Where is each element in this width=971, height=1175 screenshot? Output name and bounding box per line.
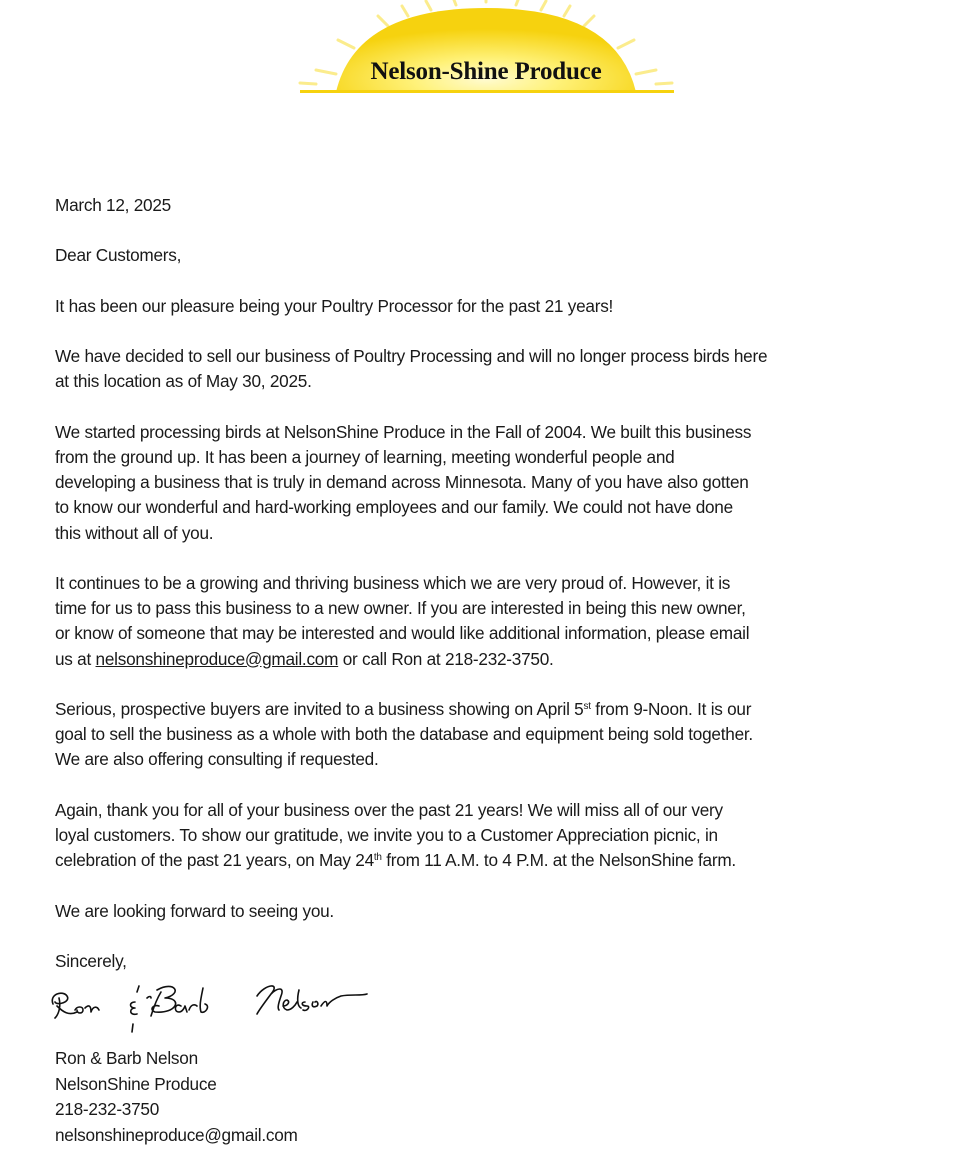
date-text: March 12, 2025 xyxy=(55,195,171,215)
paragraph-line: time for us to pass this business to a new owner. If you are interested in being this new owner, xyxy=(55,598,746,619)
salutation-text: Dear Customers, xyxy=(55,245,182,266)
letter-date xyxy=(55,193,935,218)
paragraph-line: goal to sell the business as a whole with both the database and equipment being sold together. xyxy=(55,724,753,745)
text-fragment: from 11 A.M. to 4 P.M. at the NelsonShine farm. xyxy=(381,850,736,871)
sender-phone: 218-232-3750 xyxy=(55,1099,160,1120)
paragraph-line: developing a business that is truly in demand across Minnesota. Many of you have also gotten xyxy=(55,472,749,493)
sender-email: nelsonshineproduce@gmail.com xyxy=(55,1124,298,1145)
paragraph-line: at this location as of May 30, 2025. xyxy=(55,371,312,392)
sender-name: Ron & Barb Nelson xyxy=(55,1048,198,1069)
email-link[interactable]: nelsonshineproduce@gmail.com xyxy=(95,648,339,669)
paragraph-line: Again, thank you for all of your business over the past 21 years! We will miss all of our very xyxy=(55,799,723,820)
paragraph-picnic-invitation xyxy=(55,798,935,874)
text-fragment: celebration of the past 21 years, on May 24 xyxy=(55,850,374,871)
paragraph-line: We started processing birds at NelsonShine Produce in the Fall of 2004. We built this business xyxy=(55,421,752,442)
paragraph-business-showing xyxy=(55,697,935,773)
sender-company: NelsonShine Produce xyxy=(55,1073,217,1094)
paragraph-line: It has been our pleasure being your Poultry Processor for the past 21 years! xyxy=(55,295,614,316)
text-fragment: from 9-Noon. It is our xyxy=(590,698,752,719)
paragraph-line: It continues to be a growing and thriving business which we are very proud of. However, it is xyxy=(55,572,731,593)
company-name: Nelson-Shine Produce xyxy=(370,58,602,85)
signature-icon xyxy=(45,972,385,1044)
paragraph-line: We are also offering consulting if requested. xyxy=(55,749,379,770)
paragraph-thanks xyxy=(55,294,935,319)
paragraph-new-owner xyxy=(55,571,935,672)
closing-text: Sincerely, xyxy=(55,950,127,971)
paragraph-sale-announcement xyxy=(55,344,935,394)
paragraph-line: We are looking forward to seeing you. xyxy=(55,900,334,921)
paragraph-closing-remark xyxy=(55,899,935,924)
paragraph-line: this without all of you. xyxy=(55,522,214,543)
paragraph-line xyxy=(55,697,935,722)
paragraph-line: from the ground up. It has been a journey of learning, meeting wonderful people and xyxy=(55,446,675,467)
text-fragment: us at xyxy=(55,648,96,669)
paragraph-line: We have decided to sell our business of Poultry Processing and will no longer process birds here xyxy=(55,346,768,367)
salutation xyxy=(55,243,935,268)
handwritten-signature xyxy=(55,974,395,1046)
paragraph-line: to know our wonderful and hard-working employees and our family. We could not have done xyxy=(55,497,733,518)
ordinal-suffix: th xyxy=(373,852,382,864)
sender-block xyxy=(55,1046,935,1148)
letterhead-logo xyxy=(296,0,676,96)
text-fragment: or call Ron at 218-232-3750. xyxy=(338,648,554,669)
text-fragment: Serious, prospective buyers are invited to a business showing on April 5 xyxy=(55,698,584,719)
paragraph-line: loyal customers. To show our gratitude, we invite you to a Customer Appreciation picnic, in xyxy=(55,824,718,845)
paragraph-line: or know of someone that may be interested and would like additional information, please email xyxy=(55,623,750,644)
closing xyxy=(55,949,935,974)
ordinal-suffix: st xyxy=(583,700,591,712)
paragraph-line xyxy=(55,647,935,672)
letter-body xyxy=(55,193,935,1148)
paragraph-history xyxy=(55,420,935,546)
paragraph-line xyxy=(55,848,935,873)
